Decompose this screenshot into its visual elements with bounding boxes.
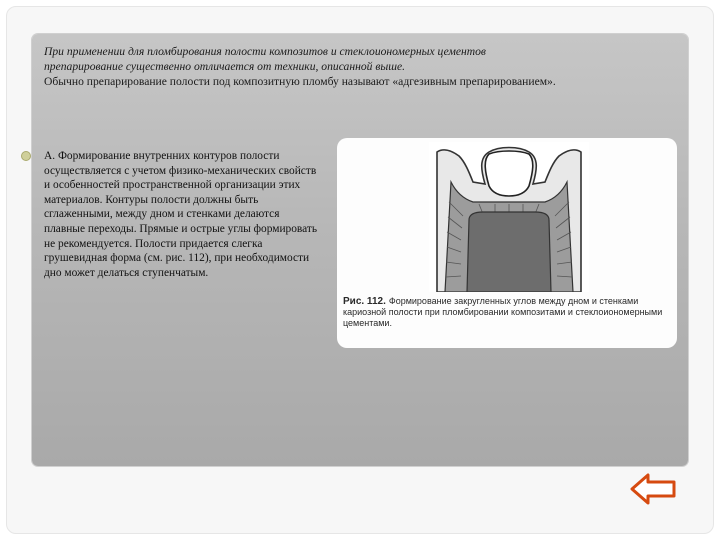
back-button[interactable] xyxy=(628,470,680,508)
intro-line-3: Обычно препарирование полости под композитную пломбу называют «адгезивным препарированием». xyxy=(44,75,556,88)
back-arrow-icon xyxy=(628,470,680,508)
figure-caption xyxy=(343,296,673,329)
figure-box xyxy=(337,138,677,348)
tooth-cavity-illustration xyxy=(429,142,589,292)
figure-caption-text: Формирование закругленных углов между дном и стенками кариозной полости при пломбировании композитами и стеклоиономерными цементами. xyxy=(343,296,663,328)
intro-paragraph xyxy=(44,44,674,89)
bullet-lead: А. xyxy=(44,150,56,162)
bullet-icon xyxy=(22,152,30,160)
figure-caption-label: Рис. 112. xyxy=(343,296,386,307)
bullet-paragraph xyxy=(44,149,320,280)
intro-line-2: препарирование существенно отличается от техники, описанной выше. xyxy=(44,60,406,73)
intro-line-1: При применении для пломбирования полости композитов и стеклоиономерных цементов xyxy=(44,45,486,58)
bullet-text: Формирование внутренних контуров полости осуществляется с учетом физико-механических свойств и особенностей пространственной организации этих материалов. Контуры полости должны быть сглаженными, между дном и стенками делаются плавные переходы. Прямые и острые углы формировать не рекомендуется. Полости придается слегка грушевидная форма (см. рис. 112), при необходимости дно может делаться ступенчатым. xyxy=(44,150,318,279)
